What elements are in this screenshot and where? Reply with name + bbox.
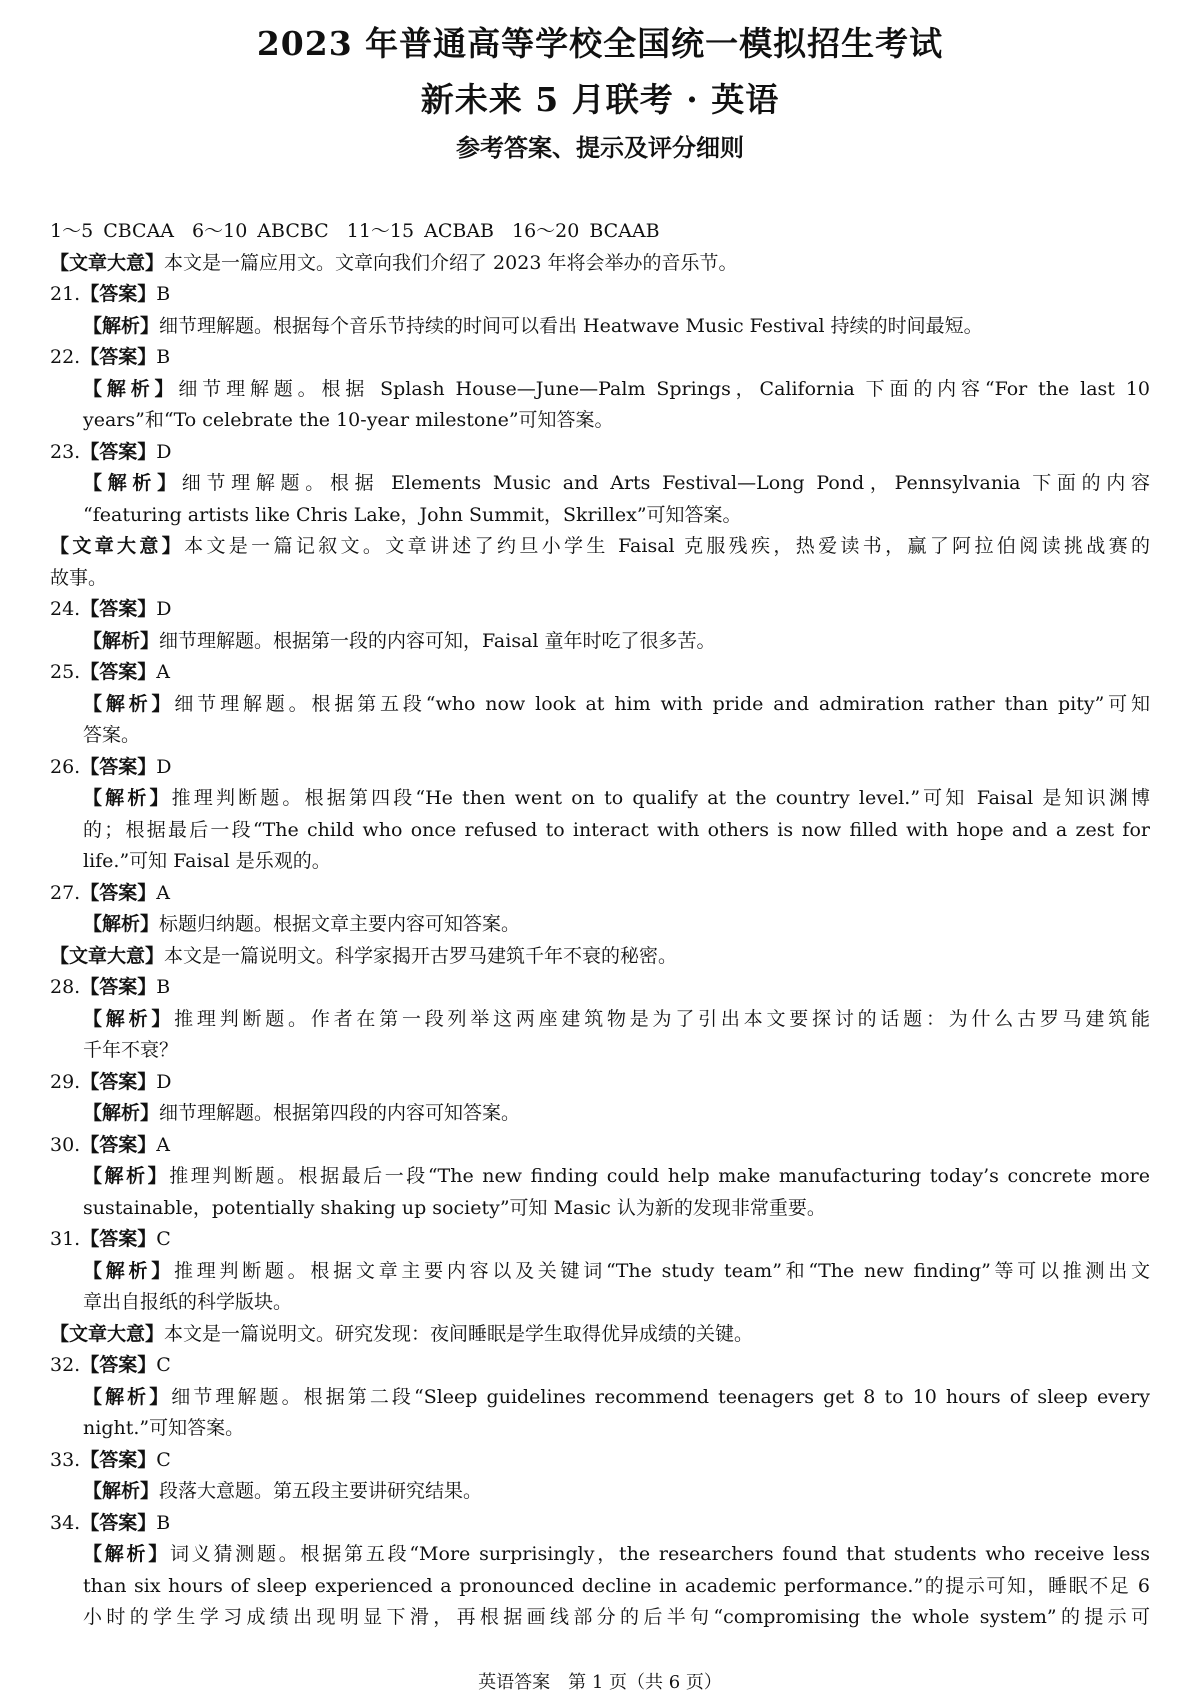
answer-range: 11～15 [346,220,415,242]
question-number: 31. [50,1228,81,1250]
analysis-label: 【解析】 [83,1385,172,1408]
answer-letter: B [156,283,171,305]
analysis-text: 章出自报纸的科学版块。 [83,1291,293,1313]
question-number: 25. [50,661,81,683]
analysis-line [50,626,1150,658]
analysis-text: sustainable，potentially shaking up society”可知 Masic 认为新的发现非常重要。 [83,1196,826,1219]
answer-range: 16～20 [512,220,580,242]
answer-range: 6～10 [192,220,248,242]
analysis-text: 细节理解题。根据 Elements Music and Arts Festival—Long Pond，Pennsylvania 下面的内容 [181,472,1150,494]
page-footer: 英语答案 第 1 页（共 6 页） [478,1672,722,1693]
analysis-text: night.”可知答案。 [83,1417,245,1439]
analysis-line [50,374,1150,406]
question-number: 28. [50,976,81,998]
analysis-label: 【解析】 [83,472,182,494]
answer-letter: C [156,1448,171,1471]
question-number: 24. [50,598,81,620]
exam-subtitle: 新未来 5 月联考 · 英语 [420,80,780,119]
analysis-line [50,846,1150,878]
article-summary [50,248,1150,280]
summary-text: 本文是一篇说明文。科学家揭开古罗马建筑千年不衰的秘密。 [164,944,678,967]
analysis-line [50,1571,1150,1603]
answer-letter: C [156,1228,171,1250]
summary-label: 【文章大意】 [50,535,185,557]
question-number: 33. [50,1448,81,1471]
analysis-line [50,1476,1150,1508]
question-answer-q22 [50,342,1150,374]
article-summary [50,941,1150,973]
analysis-text: 推理判断题。根据文章主要内容以及关键词“The study team”和“The new finding”等可以推测出文 [173,1259,1150,1282]
answer-letter: B [156,1511,171,1534]
analysis-text: 细节理解题。根据每个音乐节持续的时间可以看出 Heatwave Music Festival 持续的时间最短。 [159,314,983,337]
analysis-label: 【解析】 [83,913,160,935]
analysis-text: years”和“To celebrate the 10-year milestone”可知答案。 [83,409,614,431]
answer-letter: C [156,1354,171,1376]
summary-text: 本文是一篇记叙文。文章讲述了约旦小学生 Faisal 克服残疾，热爱读书，赢了阿拉伯阅读挑战赛的 [184,535,1150,557]
answer-label: 【答案】 [80,1448,157,1471]
analysis-line [50,1287,1150,1319]
summary-label: 【文章大意】 [50,944,165,967]
question-number: 21. [50,283,81,305]
question-number: 22. [50,346,81,368]
analysis-line [50,1161,1150,1193]
analysis-label: 【解析】 [83,1543,171,1565]
answer-letter: B [156,976,171,998]
answer-label: 【答案】 [80,1228,157,1250]
answer-label: 【答案】 [80,1511,157,1534]
analysis-label: 【解析】 [83,377,179,400]
answer-letter: B [156,346,171,368]
answer-content [50,216,1150,1634]
document-heading: 参考答案、提示及评分细则 [456,133,744,162]
analysis-text: 细节理解题。根据第四段的内容可知答案。 [159,1102,521,1124]
summary-text: 本文是一篇应用文。文章向我们介绍了 2023 年将会举办的音乐节。 [164,251,738,274]
answer-letters: ACBAB [424,220,494,242]
question-answer-q26 [50,752,1150,784]
answer-label: 【答案】 [80,881,157,904]
answer-label: 【答案】 [80,598,157,620]
analysis-line [50,1539,1150,1571]
analysis-label: 【解析】 [83,787,172,809]
analysis-line [50,909,1150,941]
analysis-text: 细节理解题。根据第二段“Sleep guidelines recommend teenagers get 8 to 10 hours of sleep every [171,1385,1150,1408]
answer-label: 【答案】 [80,346,157,368]
analysis-line [50,311,1150,343]
analysis-line [50,1004,1150,1036]
analysis-text: 推理判断题。根据最后一段“The new finding could help make manufacturing today’s concrete more [169,1165,1150,1187]
answer-letter: A [156,1133,170,1156]
answer-label: 【答案】 [80,661,157,683]
analysis-line [50,468,1150,500]
question-answer-q25 [50,657,1150,689]
answer-letter: A [156,661,170,683]
question-answer-q21 [50,279,1150,311]
question-number: 34. [50,1511,81,1534]
analysis-text: 标题归纳题。根据文章主要内容可知答案。 [159,913,521,935]
question-answer-q33 [50,1445,1150,1477]
answer-label: 【答案】 [80,1070,157,1093]
question-number: 30. [50,1133,81,1156]
analysis-label: 【解析】 [83,1007,175,1030]
answer-letters: ABCBC [257,220,329,242]
exam-title: 2023 年普通高等学校全国统一模拟招生考试 [256,24,944,63]
quick-answers-row [50,216,1150,248]
answer-label: 【答案】 [80,976,157,998]
answer-letters: CBCAA [103,220,175,242]
question-answer-q28 [50,972,1150,1004]
answer-label: 【答案】 [80,440,157,463]
question-number: 29. [50,1070,81,1093]
analysis-text: 细节理解题。根据第五段“who now look at him with pride and admiration rather than pity”可知 [174,692,1150,715]
question-answer-q30 [50,1130,1150,1162]
summary-label: 【文章大意】 [50,1322,165,1345]
analysis-line [50,405,1150,437]
analysis-line [50,1602,1150,1634]
summary-text: 本文是一篇说明文。研究发现：夜间睡眠是学生取得优异成绩的关键。 [164,1322,754,1345]
analysis-line [50,1256,1150,1288]
analysis-text: 细节理解题。根据 Splash House—June—Palm Springs，California 下面的内容“For the last 10 [178,377,1150,400]
answer-label: 【答案】 [80,283,157,305]
answer-label: 【答案】 [80,755,157,778]
analysis-text: 细节理解题。根据第一段的内容可知，Faisal 童年时吃了很多苦。 [159,629,716,652]
answer-label: 【答案】 [80,1133,157,1156]
analysis-text: 千年不衰？ [83,1039,179,1061]
analysis-text: 词义猜测题。根据第五段“More surprisingly，the researchers found that students who receive less [170,1543,1150,1565]
analysis-line [50,1193,1150,1225]
analysis-line [50,783,1150,815]
analysis-text: 推理判断题。根据第四段“He then went on to qualify at the country level.”可知 Faisal 是知识渊博 [171,787,1150,809]
analysis-line [50,1413,1150,1445]
question-answer-q24 [50,594,1150,626]
analysis-label: 【解析】 [83,1259,174,1282]
answer-letter: D [156,598,172,620]
analysis-label: 【解析】 [83,1102,160,1124]
question-number: 26. [50,755,81,778]
answer-letter: D [156,440,172,463]
analysis-line [50,500,1150,532]
analysis-text: 段落大意题。第五段主要讲研究结果。 [159,1480,483,1502]
question-answer-q27 [50,878,1150,910]
question-number: 27. [50,881,81,904]
analysis-line [50,1035,1150,1067]
question-answer-q32 [50,1350,1150,1382]
article-summary [50,563,1150,595]
question-number: 23. [50,440,81,463]
question-answer-q34 [50,1508,1150,1540]
summary-label: 【文章大意】 [50,251,165,274]
analysis-text: 小时的学生学习成绩出现明显下滑，再根据画线部分的后半句“compromising the whole system”的提示可 [83,1606,1150,1628]
summary-text: 故事。 [50,566,108,589]
answer-letters: BCAAB [589,220,660,242]
analysis-label: 【解析】 [83,1480,160,1502]
analysis-label: 【解析】 [83,314,160,337]
question-answer-q23 [50,437,1150,469]
answer-range: 1～5 [50,220,94,242]
analysis-text: 答案。 [83,724,141,746]
article-summary [50,531,1150,563]
analysis-line [50,689,1150,721]
analysis-text: “featuring artists like Chris Lake，John Summit，Skrillex”可知答案。 [83,503,742,526]
analysis-line [50,815,1150,847]
answer-letter: D [156,755,172,778]
analysis-label: 【解析】 [83,629,160,652]
analysis-line [50,1098,1150,1130]
analysis-text: life.”可知 Faisal 是乐观的。 [83,850,331,872]
answer-letter: A [156,881,170,904]
answer-letter: D [156,1070,172,1093]
analysis-text: 推理判断题。作者在第一段列举这两座建筑物是为了引出本文要探讨的话题：为什么古罗马建筑能 [174,1007,1150,1030]
analysis-text: 的；根据最后一段“The child who once refused to interact with others is now filled with hope and a zest for [83,818,1150,841]
analysis-line [50,720,1150,752]
question-number: 32. [50,1354,81,1376]
question-answer-q31 [50,1224,1150,1256]
question-answer-q29 [50,1067,1150,1099]
analysis-text: than six hours of sleep experienced a pronounced decline in academic performance.”的提示可知，睡眠不足 6 [83,1574,1150,1597]
analysis-label: 【解析】 [83,1165,170,1187]
article-summary [50,1319,1150,1351]
answer-label: 【答案】 [80,1354,157,1376]
analysis-label: 【解析】 [83,692,175,715]
analysis-line [50,1382,1150,1414]
